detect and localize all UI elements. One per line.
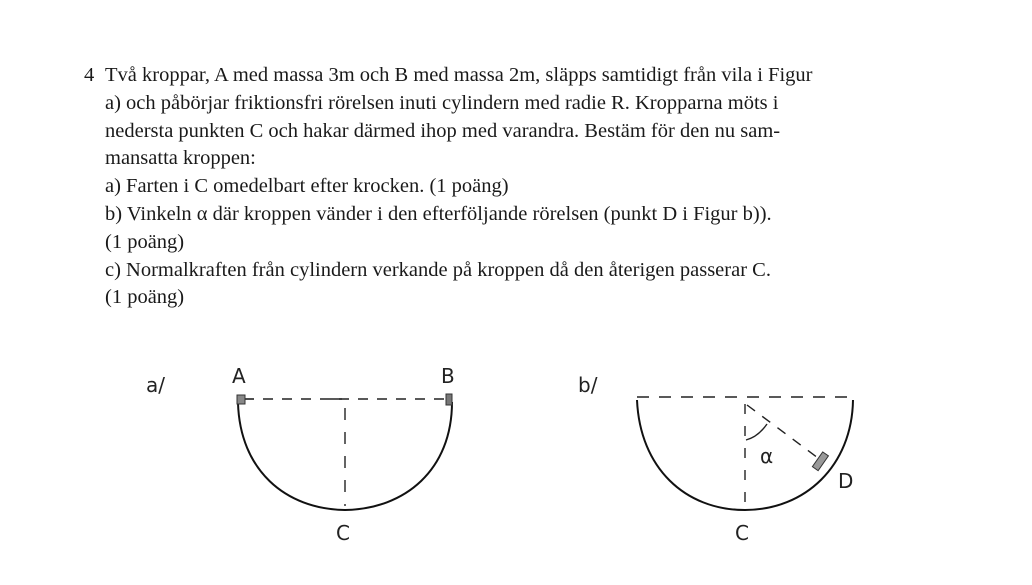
question-c: c) Normalkraften från cylindern verkande på kroppen då den återigen passerar C. [105,258,771,281]
figure-a [146,364,455,545]
angle-arc [746,424,767,440]
problem-number: 4 [84,64,95,86]
figure-b [578,373,855,545]
problem-line-3: nedersta punkten C och hakar därmed ihop med varandra. Bestäm för den nu sam- [105,119,781,142]
question-b-points: (1 poäng) [105,230,185,253]
problem-line-4: mansatta kroppen: [105,147,256,170]
label-d: D [838,469,854,493]
problem-line-2: a) och påbörjar friktionsfri rörelsen inuti cylindern med radie R. Kropparna möts i [105,91,779,114]
label-b: B [441,364,455,388]
body-a [237,395,245,404]
question-b: b) Vinkeln α där kroppen vänder i den efterföljande rörelsen (punkt D i Figur b)). [105,202,772,225]
body-d [812,452,828,471]
question-c-points: (1 poäng) [105,286,185,309]
figure-a-label: a/ [146,373,165,397]
label-c: C [336,521,350,545]
body-b [446,394,452,405]
angle-alpha: α [760,444,774,468]
label-a: A [232,364,246,388]
dashed-radius-d [747,405,818,458]
figure-b-label: b/ [578,373,598,397]
label-c-b: C [735,521,749,545]
dashed-vertical [330,399,345,506]
problem-line-1: 4 Två kroppar, A med massa 3m och B med massa 2m, släpps samtidigt från vila i Figur [84,62,964,90]
question-a: a) Farten i C omedelbart efter krocken. (1 poäng) [105,175,509,198]
